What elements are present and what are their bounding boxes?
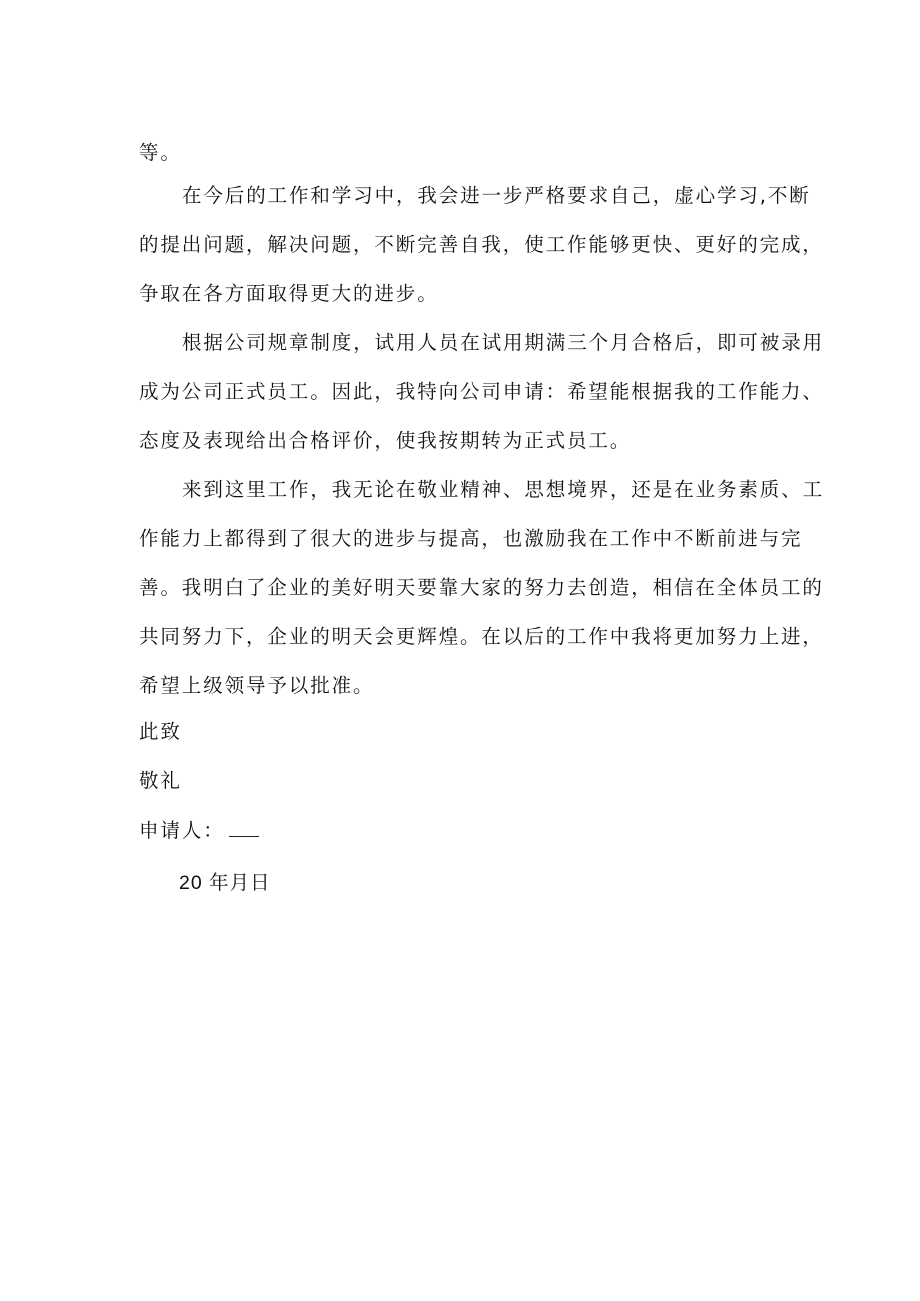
text-line: 根据公司规章制度，试用人员在试用期满三个月合格后，即可被录用 bbox=[182, 331, 825, 354]
applicant-line bbox=[139, 818, 259, 843]
text-line: 成为公司正式员工。因此，我特向公司申请：希望能根据我的工作能力、 bbox=[139, 380, 824, 403]
text-line: 作能力上都得到了很大的进步与提高，也激励我在工作中不断前进与完 bbox=[139, 527, 803, 550]
signature-blank bbox=[229, 818, 259, 837]
regards: 敬礼 bbox=[139, 769, 182, 792]
salutation: 此致 bbox=[139, 720, 182, 743]
text-line: 等。 bbox=[139, 141, 182, 164]
text-line: 希望上级领导予以批准。 bbox=[139, 674, 375, 697]
text-line: 来到这里工作，我无论在敬业精神、思想境界，还是在业务素质、工 bbox=[182, 478, 825, 501]
text-line: 争取在各方面取得更大的进步。 bbox=[139, 282, 439, 305]
text-line: 在今后的工作和学习中，我会进一步严格要求自己，虚心学习,不断 bbox=[182, 184, 811, 207]
date-line: 20 年月日 bbox=[179, 872, 271, 894]
text-line: 善。我明白了企业的美好明天要靠大家的努力去创造，相信在全体员工的 bbox=[139, 576, 824, 599]
text-line: 共同努力下，企业的明天会更辉煌。在以后的工作中我将更加努力上进， bbox=[139, 625, 824, 648]
applicant-label: 申请人： bbox=[139, 819, 225, 842]
text-line: 的提出问题，解决问题，不断完善自我，使工作能够更快、更好的完成， bbox=[139, 233, 824, 256]
text-line: 态度及表现给出合格评价，使我按期转为正式员工。 bbox=[139, 429, 632, 452]
